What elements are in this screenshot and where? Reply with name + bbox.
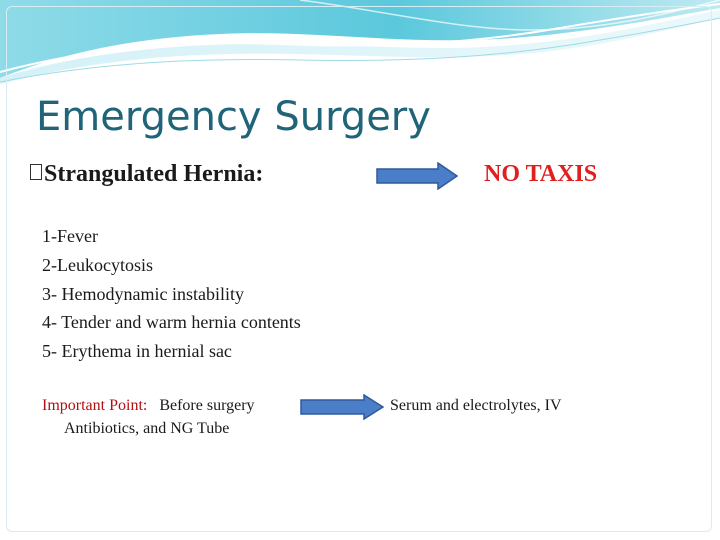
note-label: Important Point:: [42, 397, 148, 414]
right-arrow-icon: [300, 394, 384, 420]
list-item: 5- Erythema in hernial sac: [42, 341, 232, 362]
list-item: 4- Tender and warm hernia contents: [42, 312, 301, 333]
no-taxis-label: NO TAXIS: [484, 161, 598, 187]
heading-row: [30, 156, 690, 192]
list-item: 3- Hemodynamic instability: [42, 283, 244, 304]
criteria-list: [42, 222, 542, 366]
list-item: 1-Fever: [42, 226, 98, 246]
right-arrow-icon: [376, 162, 458, 190]
section-heading: Strangulated Hernia:: [44, 161, 264, 187]
note-right-text: Serum and electrolytes, IV: [390, 397, 562, 414]
note-line-2: Antibiotics, and NG Tube: [64, 420, 230, 437]
note-line-1: [42, 394, 255, 418]
note-text: [151, 397, 254, 414]
list-item: 2-Leukocytosis: [42, 254, 153, 275]
missing-glyph-bullet: [30, 164, 42, 180]
important-note: [42, 394, 702, 442]
note-text-value: Before surgery: [159, 397, 255, 414]
slide-title: Emergency Surgery: [36, 94, 431, 140]
